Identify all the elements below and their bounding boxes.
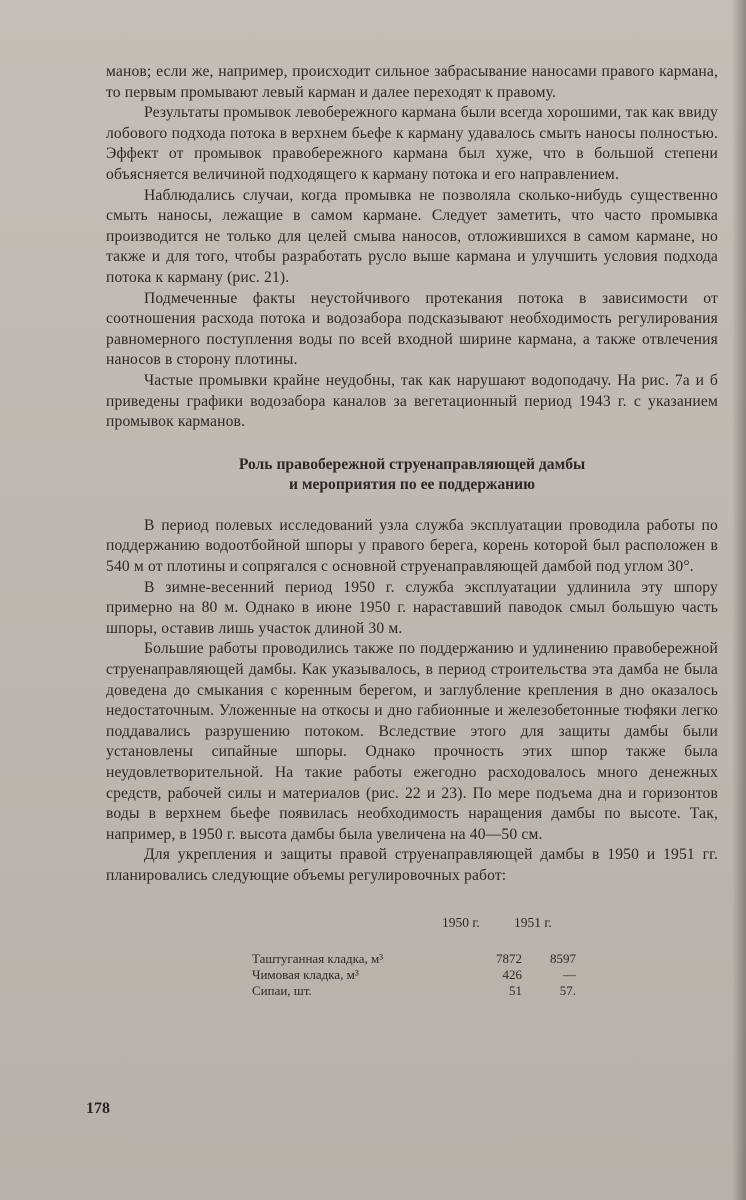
value-1950: 7872	[496, 950, 522, 966]
page-number: 178	[86, 1100, 110, 1117]
paragraph-5: Частые промывки крайне неудобны, так как нарушают водоподачу. На рис. 7а и б приведены графики водозабора каналов за вегетационный период 1943 г. с указанием промывок карманов.	[106, 371, 718, 431]
table-row	[106, 983, 718, 999]
paragraph-6: В период полевых исследований узла служба эксплуатации проводила работы по поддержанию водоотбойной шпоры у правого берега, корень которой был расположен в 540 м от плотины и сопрягался с основной струенаправляющей дамбой под углом 30°.	[106, 516, 718, 576]
main-text-column	[106, 62, 718, 999]
table-header	[442, 915, 718, 931]
paragraph-2: Результаты промывок левобережного кармана были всегда хорошими, так как ввиду лобового подхода потока в верхнем бьефе к карману удавалось смыть наносы полностью. Эффект от промывок правобережного кармана был хуже, что в большой степени объясняется величиной подходящего к карману потока и его направлением.	[106, 104, 718, 183]
value-1950: 426	[502, 966, 522, 982]
row-label: Таштуганная кладка, м³	[252, 950, 384, 966]
paragraph-4: Подмеченные факты неустойчивого протекания потока в зависимости от соотношения расхода потока и водозабора подсказывают необходимость регулирования равномерного поступления воды по всей входной ширине кармана, а также отвлечения наносов в сторону плотины.	[106, 289, 718, 369]
value-1950: 51	[509, 982, 522, 998]
paragraph-1: манов; если же, например, происходит сильное забрасывание наносами правого кармана, то первым промывают левый карман и далее переходят к правому.	[106, 63, 718, 101]
column-header-1950: 1950 г.	[442, 914, 480, 930]
table-row	[106, 967, 718, 983]
value-1951: 57.	[559, 982, 576, 998]
paragraph-9: Для укрепления и защиты правой струенаправляющей дамбы в 1950 и 1951 гг. планировались следующие объемы регулировочных работ:	[106, 846, 718, 884]
row-label: Сипаи, шт.	[252, 982, 312, 998]
table-row	[106, 951, 718, 967]
column-header-1951: 1951 г.	[514, 914, 552, 930]
value-1951: —	[563, 966, 576, 982]
row-label: Чимовая кладка, м³	[252, 966, 359, 982]
works-volume-table	[106, 915, 718, 999]
section-heading-line-1: Роль правобережной струенаправляющей дамбы	[238, 455, 586, 473]
paragraph-8: Большие работы проводились также по поддержанию и удлинению правобережной струенаправляющей дамбы. Как указывалось, в период строительства эта дамба не была доведена до смыкания с коренным берегом, и заглубление крепления в дно оказалось недостаточным. Уложенные на откосы и дно габионные и железобетонные тюфяки легко поддавались разрушению потоком. Вследствие этого для защиты дамбы были установлены сипайные шпоры. Однако прочность этих шпор также была неудовлетворительной. На такие работы ежегодно расходовалось много денежных средств, рабочей силы и материалов (рис. 22 и 23). По мере подъема дна и горизонтов воды в верхнем бьефе появилась необходимость наращения дамбы по высоте. Так, например, в 1950 г. высота дамбы была увеличена на 40—50 см.	[106, 640, 718, 843]
section-heading	[106, 455, 718, 496]
paragraph-3: Наблюдались случаи, когда промывка не позволяла сколько-нибудь существенно смыть наносы, лежащие в самом кармане. Следует заметить, что часто промывка производится не только для целей смыва наносов, отложившихся в самом кармане, но также и для того, чтобы разработать русло выше кармана и улучшить условия подхода потока к карману (рис. 21).	[106, 186, 718, 286]
value-1951: 8597	[550, 950, 576, 966]
section-heading-line-2: и мероприятия по ее поддержанию	[288, 476, 536, 494]
paragraph-7: В зимне-весенний период 1950 г. служба эксплуатации удлинила эту шпору примерно на 80 м. Однако в июне 1950 г. нараставший паводок смыл большую часть шпоры, оставив лишь участок длиной 30 м.	[106, 578, 718, 637]
